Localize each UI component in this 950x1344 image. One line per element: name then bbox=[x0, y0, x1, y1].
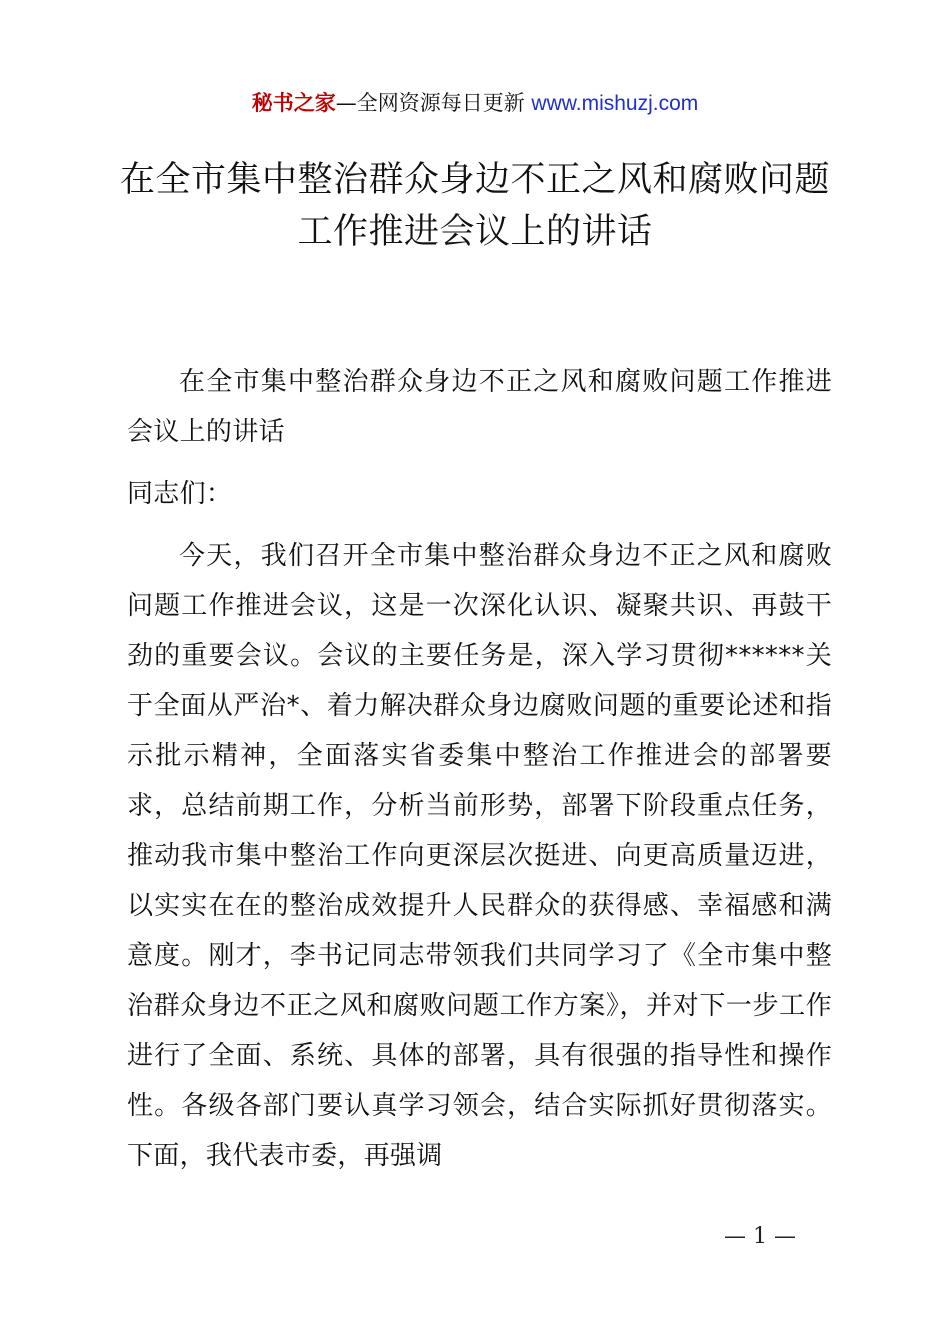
site-url[interactable]: www.mishuzj.com bbox=[531, 92, 699, 115]
document-title bbox=[0, 154, 950, 258]
header-tagline: —全网资源每日更新 bbox=[335, 91, 525, 115]
site-header bbox=[0, 86, 950, 121]
body-paragraph: 今天，我们召开全市集中整治群众身边不正之风和腐败问题工作推进会议，这是一次深化认识、凝聚共识、再鼓干劲的重要会议。会议的主要任务是，深入学习贯彻******关于全面从严治*、着力解决群众身边腐败问题的重要论述和指示批示精神，全面落实省委集中整治工作推进会的部署要求，总结前期工作，分析当前形势，部署下阶段重点任务，推动我市集中整治工作向更深层次挺进、向更高质量迈进，以实实在在的整治成效提升人民群众的获得感、幸福感和满意度。刚才，李书记同志带领我们共同学习了《全市集中整治群众身边不正之风和腐败问题工作方案》，并对下一步工作进行了全面、系统、具体的部署，具有很强的指导性和操作性。各级各部门要认真学习领会，结合实际抓好贯彻落实。下面，我代表市委，再强调 bbox=[127, 541, 832, 1171]
page-number: — 1 — bbox=[724, 1224, 796, 1249]
title-line-2: 工作推进会议上的讲话 bbox=[297, 212, 653, 252]
speech-subtitle: 在全市集中整治群众身边不正之风和腐败问题工作推进会议上的讲话 bbox=[127, 367, 832, 447]
speech-greeting: 同志们： bbox=[127, 479, 233, 509]
brand-name: 秘书之家 bbox=[251, 91, 336, 115]
document-body bbox=[127, 357, 832, 1181]
title-line-1: 在全市集中整治群众身边不正之风和腐败问题 bbox=[119, 160, 830, 200]
